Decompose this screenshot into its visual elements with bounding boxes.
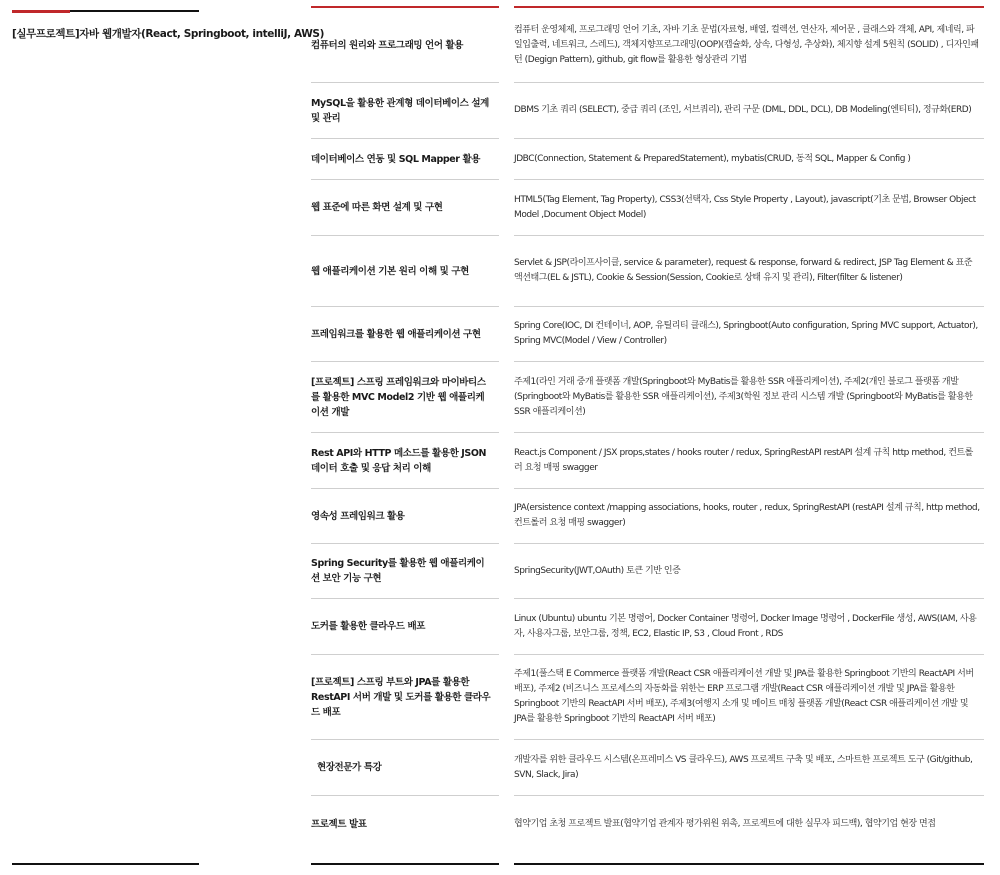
row-content: 개발자를 위한 클라우드 시스템(온프레미스 VS 클라우드), AWS 프로젝트 구축 및 배포, 스마트한 프로젝트 도구 (Git/github, SVN, Slack, Jira) [514,754,973,780]
row-subject: Spring Security를 활용한 웹 애플리케이션 보안 기능 구현 [311,558,485,584]
curriculum-row [311,740,984,796]
curriculum-row [311,8,984,83]
row-subject: [프로젝트] 스프링 프레임워크와 마이바티스를 활용한 MVC Model2 기반 웹 애플리케이션 개발 [311,376,486,418]
row-content: 주제1(풀스택 E Commerce 플랫폼 개발(React CSR 애플리케이션 개발 및 JPA를 활용한 Springboot 기반의 ReactAPI 서버 배포), 주제2 (비즈니스 프로세스의 자동화를 위한는 ERP 프로그램 개발(React CSR 애플리케이션 개발 및 JPA를 활용한 Springboot 기반의 ReactAPI 서버 배포), 주제3(여행지 소개 및 메이트 매칭 플랫폼 개발(React CSR 애플리케이션 개발 및 JPA를 활용한 Springboot 기반의 ReactAPI 서버 배포) [514,669,974,724]
row-subject: 웹 애플리케이션 기본 원리 이해 및 구현 [311,265,469,277]
curriculum-row [311,433,984,489]
row-content: DBMS 기초 쿼리 (SELECT), 중급 쿼리 (조인, 서브쿼리), 관리 구문 (DML, DDL, DCL), DB Modeling(엔티티), 정규화(ERD) [514,105,972,115]
row-subject: MySQL을 활용한 관계형 데이터베이스 설계 및 관리 [311,97,489,124]
row-subject: Rest API와 HTTP 메소드를 활용한 JSON 데이터 호출 및 응답 처리 이해 [311,447,487,474]
curriculum-row [311,655,984,740]
row-subject: 영속성 프레임워크 활용 [311,510,405,522]
row-content: Linux (Ubuntu) ubuntu 기본 명령어, Docker Container 명령어, Docker Image 명령어 , DockerFile 생성, AWS(IAM, 사용자, 사용자그룹, 보안그룹, 정책, EC2, Elastic IP, S3 , Cloud Front , RDS [514,613,977,639]
row-subject: 프레임워크를 활용한 웹 애플리케이션 구현 [311,328,481,340]
row-content: 협약기업 초청 프로젝트 발표(협약기업 관계자 평가위원 위촉, 프로젝트에 대한 실무자 피드백), 협약기업 현장 면접 [514,818,936,829]
curriculum-row [311,139,984,180]
row-content: HTML5(Tag Element, Tag Property), CSS3(선택자, Css Style Property , Layout), javascript(기초 문법, Browser Object Model ,Document Object Model) [514,194,976,220]
subject-column-bottom-border [311,863,499,865]
curriculum-row [311,489,984,544]
row-content: Servlet & JSP(라이프사이클, service & parameter), request & response, forward & redirect, JSP Tag Element & 표준액션태그(EL & JSTL), Cookie & Session(Session, Cookie로 상태 유지 및 관리), Filter(filter & listener) [514,258,973,283]
row-subject: 웹 표준에 따른 화면 설계 및 구현 [311,202,443,213]
left-bottom-divider [12,863,199,865]
row-content: Spring Core(IOC, DI 컨테이너, AOP, 유틸리티 클래스), Springboot(Auto configuration, Spring MVC support, Actuator), Spring MVC(Model / View / Controller) [514,321,978,346]
curriculum-row [311,180,984,236]
row-content: JPA(ersistence context /mapping associations, hooks, router , redux, SpringRestAPI (restAPI 설계 규칙, http method, 컨트롤러 요청 매핑 swagger) [514,503,980,528]
course-title-column [12,0,324,875]
row-content: SpringSecurity(JWT,OAuth) 토큰 기반 인증 [514,565,681,576]
curriculum-row [311,236,984,307]
row-subject: 프로젝트 발표 [311,818,367,830]
row-subject: 현장전문가 특강 [317,762,382,773]
row-content: JDBC(Connection, Statement & PreparedStatement), mybatis(CRUD, 동적 SQL, Mapper & Config ) [514,153,911,164]
course-title: [실무프로젝트]자바 웹개발자(React, Springboot, intelliJ, AWS) [12,28,324,40]
curriculum-row [311,599,984,655]
curriculum-row [311,796,984,852]
curriculum-row [311,83,984,139]
content-column-bottom-border [514,863,984,865]
left-accent-bar [12,10,70,13]
curriculum-row [311,362,984,433]
row-subject: [프로젝트] 스프링 부트와 JPA를 활용한 RestAPI 서버 개발 및 도커를 활용한 클라우드 배포 [311,676,491,718]
row-content: 컴퓨터 운영체제, 프로그래밍 언어 기초, 자바 기초 문법(자료형, 배열, 컬렉션, 연산자, 제어문 , 클래스와 객체, API, 제네릭, 파일입출력, 네트워크, 스레드), 객체지향프로그래밍(OOP)(캡슐화, 상속, 다형성, 추상화), 체지향 설계 5원칙 (SOLID) , 디자인패턴 (Degign Pattern), github, git flow를 활용한 형상관리 기법 [514,24,979,65]
curriculum-row [311,544,984,599]
curriculum-row [311,307,984,362]
row-subject: 컴퓨터의 원리와 프로그래밍 언어 활용 [311,39,464,51]
row-subject: 데이터베이스 연동 및 SQL Mapper 활용 [311,153,481,165]
row-content: 주제1(라인 거래 중개 플랫폼 개발(Springboot와 MyBatis를 활용한 SSR 애플리케이션), 주제2(개인 블로그 플랫폼 개발(Springboot와 MyBatis를 활용한 SSR 애플리케이션), 주제3(학원 정보 관리 시스템 개발 (Springboot와 MyBatis를 활용한 SSR 애플리케이션) [514,376,973,417]
row-subject: 도커를 활용한 클라우드 배포 [311,621,426,632]
row-content: React.js Component / JSX props,states / hooks router / redux, SpringRestAPI restAPI 설계 규칙 http method, 컨트롤러 요청 매핑 swagger [514,447,973,473]
